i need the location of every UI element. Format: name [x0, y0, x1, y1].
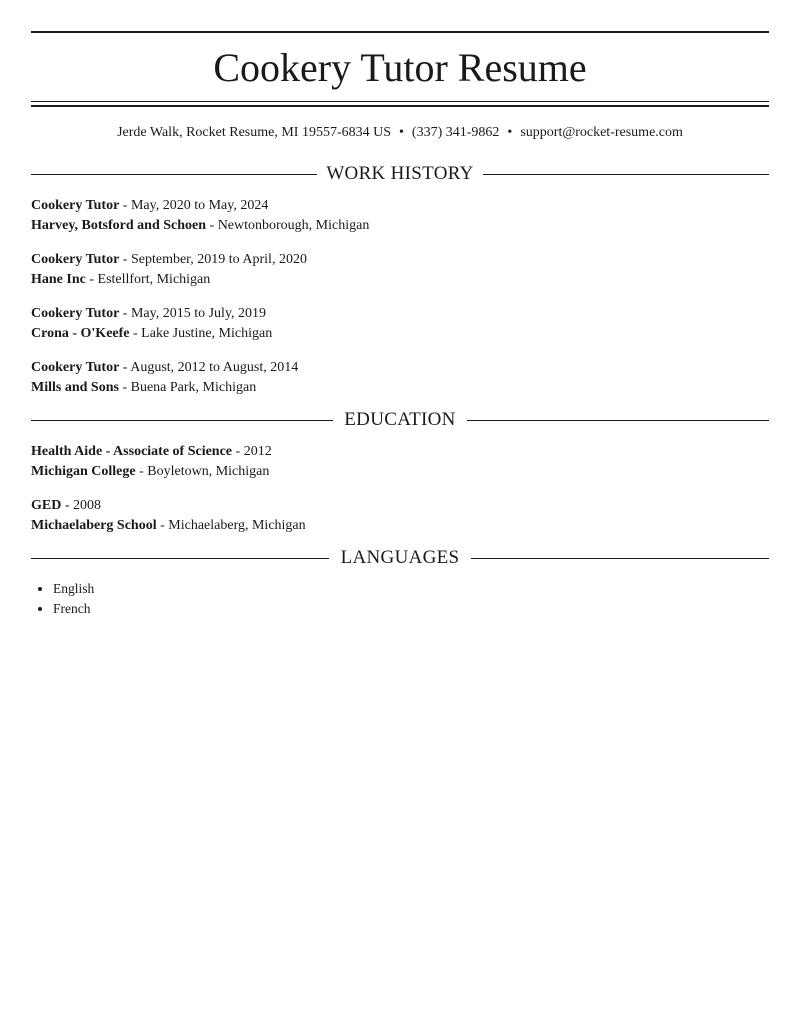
- job-dates: May, 2015 to July, 2019: [130, 306, 267, 321]
- work-entry: Cookery Tutor - May, 2015 to July, 2019 Crona - O'Keefe - Lake Justine, Michigan: [31, 306, 273, 341]
- contact-email: support@rocket-resume.com: [520, 125, 683, 140]
- heading-rule-right: [483, 174, 769, 175]
- graduation-year: 2008: [73, 498, 102, 513]
- language-item: • English: [53, 579, 94, 599]
- top-rule: [31, 31, 769, 33]
- work-entry: Cookery Tutor - August, 2012 to August, 2014 Mills and Sons - Buena Park, Michigan: [31, 360, 299, 395]
- graduation-year: 2012: [243, 444, 272, 459]
- education-entry: GED - 2008 Michaelaberg School - Michaelaberg, Michigan: [31, 498, 306, 533]
- contact-line: [31, 123, 769, 143]
- company-location: Buena Park, Michigan: [130, 380, 257, 395]
- section-heading-languages: [31, 545, 769, 571]
- job-title: Cookery Tutor: [31, 252, 120, 267]
- title-double-rule: [31, 101, 769, 107]
- job-title: Cookery Tutor: [31, 198, 120, 213]
- section-title-languages: LANGUAGES: [340, 547, 460, 568]
- contact-separator: •: [399, 125, 404, 140]
- section-heading-education: [31, 407, 769, 433]
- section-title-work-history: WORK HISTORY: [326, 163, 474, 184]
- company-name: Mills and Sons: [31, 380, 119, 395]
- degree-name: Health Aide - Associate of Science: [31, 444, 233, 459]
- education-entry: Health Aide - Associate of Science - 2012 Michigan College - Boyletown, Michigan: [31, 444, 272, 479]
- degree-name: GED: [31, 498, 62, 513]
- company-name: Hane Inc: [31, 272, 86, 287]
- section-heading-work-history: [31, 161, 769, 187]
- languages-list: [31, 579, 94, 619]
- language-item: • French: [53, 599, 94, 619]
- school-name: Michigan College: [31, 464, 136, 479]
- company-name: Harvey, Botsford and Schoen: [31, 218, 207, 233]
- job-dates: September, 2019 to April, 2020: [130, 252, 307, 267]
- company-location: Estellfort, Michigan: [97, 272, 211, 287]
- section-title-education: EDUCATION: [344, 409, 456, 430]
- job-title: Cookery Tutor: [31, 360, 120, 375]
- contact-separator: •: [507, 125, 513, 140]
- school-location: Boyletown, Michigan: [147, 464, 270, 479]
- school-name: Michaelaberg School: [31, 518, 157, 533]
- company-name: Crona - O'Keefe: [31, 326, 130, 341]
- work-entry: Cookery Tutor - September, 2019 to April, 2020 Hane Inc - Estellfort, Michigan: [31, 252, 307, 287]
- job-title: Cookery Tutor: [31, 306, 120, 321]
- work-entry: Cookery Tutor - May, 2020 to May, 2024 Harvey, Botsford and Schoen - Newtonborough, Michigan: [31, 198, 370, 233]
- heading-rule-right: [471, 558, 769, 559]
- company-location: Lake Justine, Michigan: [141, 326, 273, 341]
- page-title: Cookery Tutor Resume: [213, 45, 587, 90]
- school-location: Michaelaberg, Michigan: [168, 518, 306, 533]
- company-location: Newtonborough, Michigan: [217, 218, 370, 233]
- contact-address: Jerde Walk, Rocket Resume, MI 19557-6834 US: [117, 125, 392, 140]
- job-dates: May, 2020 to May, 2024: [130, 198, 269, 213]
- heading-rule-right: [467, 420, 769, 421]
- contact-phone: (337) 341-9862: [411, 125, 500, 140]
- job-dates: August, 2012 to August, 2014: [130, 360, 299, 375]
